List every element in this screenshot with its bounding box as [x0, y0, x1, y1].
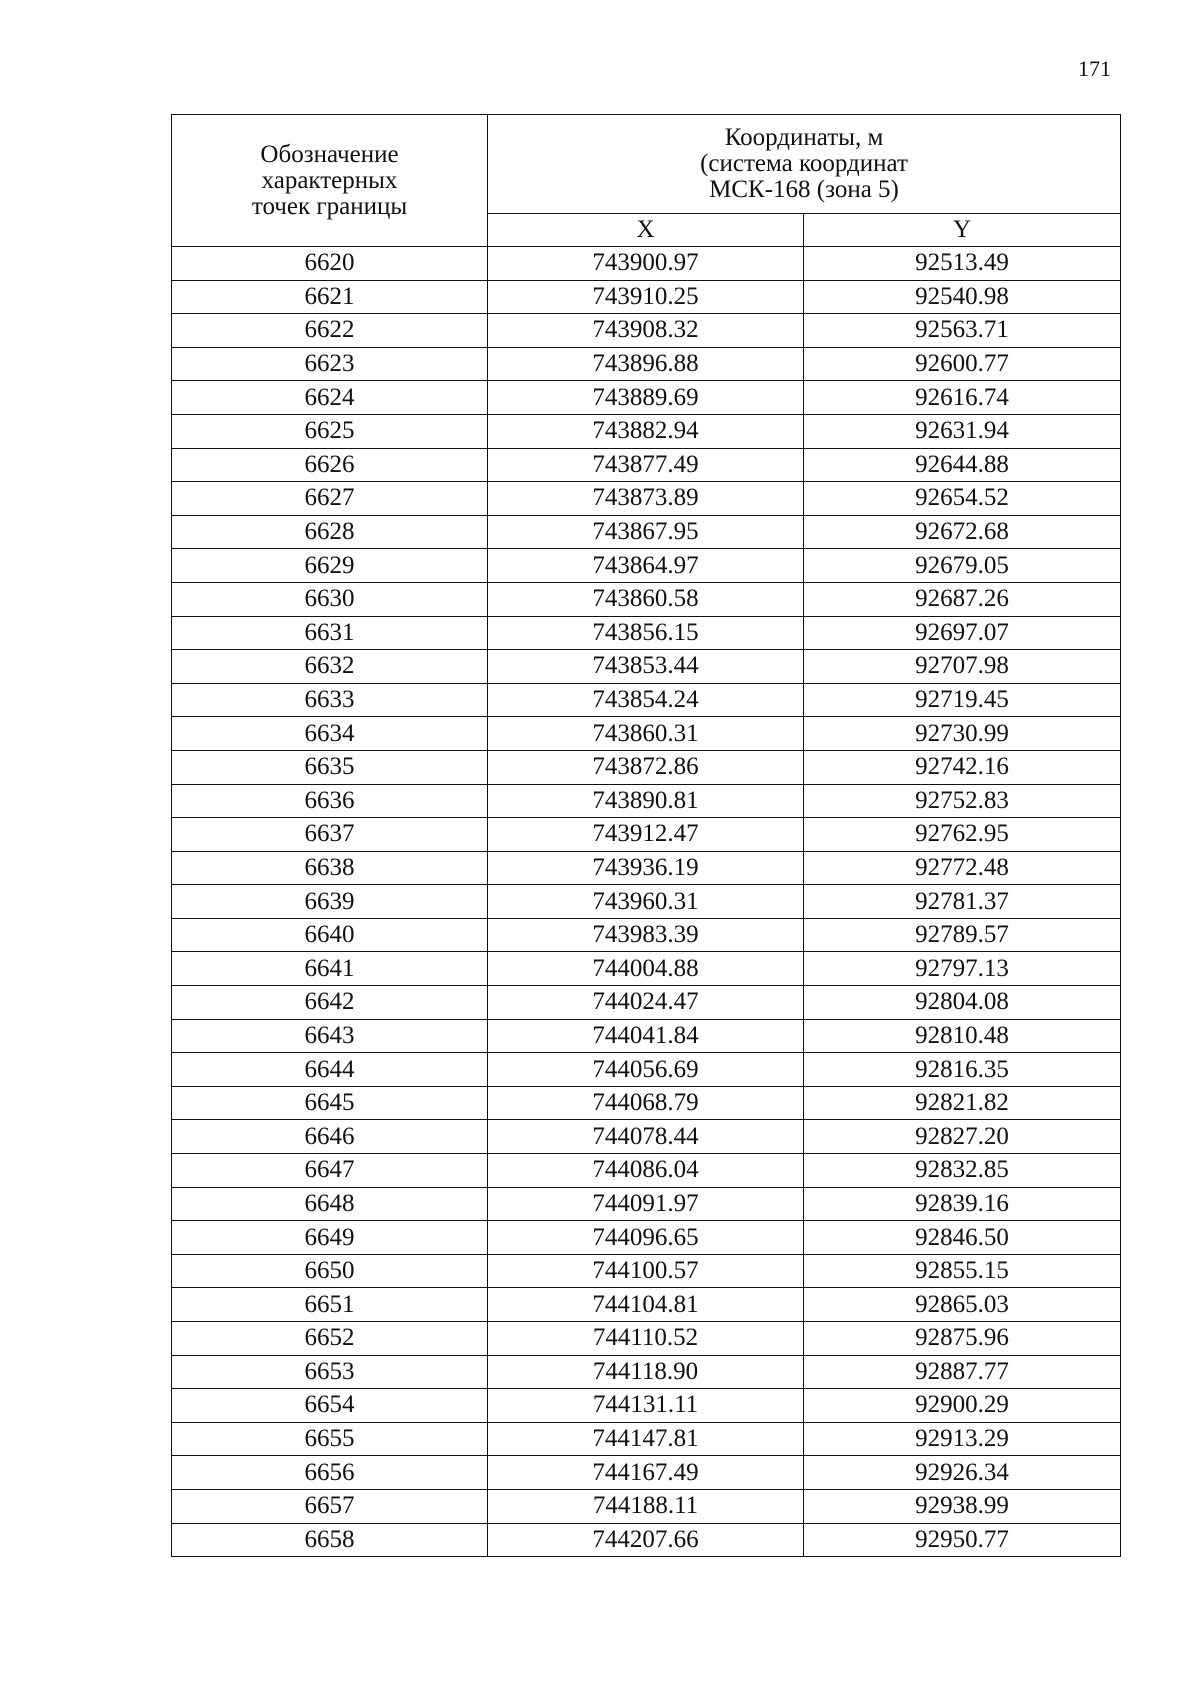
point-cell: 6633 — [172, 683, 488, 717]
point-cell: 6657 — [172, 1489, 488, 1523]
coordinates-header — [488, 115, 1121, 214]
y-cell: 92846.50 — [804, 1221, 1121, 1255]
table-row — [172, 986, 1121, 1020]
table-row — [172, 918, 1121, 952]
point-cell: 6625 — [172, 414, 488, 448]
table-row — [172, 717, 1121, 751]
point-cell: 6652 — [172, 1322, 488, 1356]
point-cell: 6639 — [172, 885, 488, 919]
point-cell: 6658 — [172, 1523, 488, 1557]
y-cell: 92781.37 — [804, 885, 1121, 919]
y-cell: 92855.15 — [804, 1254, 1121, 1288]
table-row — [172, 750, 1121, 784]
table-row — [172, 1154, 1121, 1188]
point-cell: 6654 — [172, 1389, 488, 1423]
y-column-header: Y — [804, 213, 1121, 246]
table-row — [172, 1086, 1121, 1120]
table-row — [172, 1187, 1121, 1221]
y-cell: 92742.16 — [804, 750, 1121, 784]
x-cell: 743864.97 — [488, 549, 804, 583]
x-cell: 744056.69 — [488, 1053, 804, 1087]
x-cell: 744188.11 — [488, 1489, 804, 1523]
x-column-header: X — [488, 213, 804, 246]
table-row — [172, 482, 1121, 516]
table-row — [172, 1355, 1121, 1389]
point-cell: 6634 — [172, 717, 488, 751]
point-cell: 6644 — [172, 1053, 488, 1087]
table-row — [172, 1523, 1121, 1557]
point-cell: 6621 — [172, 280, 488, 314]
point-cell: 6656 — [172, 1456, 488, 1490]
coordinates-header-line: МСК-168 (зона 5) — [709, 175, 899, 203]
y-cell: 92875.96 — [804, 1322, 1121, 1356]
x-cell: 744004.88 — [488, 952, 804, 986]
x-cell: 743860.58 — [488, 582, 804, 616]
x-cell: 743872.86 — [488, 750, 804, 784]
x-cell: 744100.57 — [488, 1254, 804, 1288]
table-row — [172, 515, 1121, 549]
x-cell: 744131.11 — [488, 1389, 804, 1423]
table-row — [172, 582, 1121, 616]
point-cell: 6649 — [172, 1221, 488, 1255]
x-cell: 743867.95 — [488, 515, 804, 549]
x-cell: 743882.94 — [488, 414, 804, 448]
x-cell: 743889.69 — [488, 381, 804, 415]
point-cell: 6640 — [172, 918, 488, 952]
x-cell: 744118.90 — [488, 1355, 804, 1389]
y-cell: 92797.13 — [804, 952, 1121, 986]
y-cell: 92839.16 — [804, 1187, 1121, 1221]
x-cell: 743936.19 — [488, 851, 804, 885]
table-body — [172, 247, 1121, 1557]
table-row — [172, 952, 1121, 986]
x-cell: 743873.89 — [488, 482, 804, 516]
table-row — [172, 347, 1121, 381]
table-row — [172, 1422, 1121, 1456]
point-cell: 6631 — [172, 616, 488, 650]
coordinates-table — [171, 114, 1121, 1557]
table-row — [172, 414, 1121, 448]
table-row — [172, 851, 1121, 885]
y-cell: 92707.98 — [804, 650, 1121, 684]
point-cell: 6626 — [172, 448, 488, 482]
x-cell: 743890.81 — [488, 784, 804, 818]
point-cell: 6643 — [172, 1019, 488, 1053]
table-row — [172, 1019, 1121, 1053]
y-cell: 92697.07 — [804, 616, 1121, 650]
x-cell: 743853.44 — [488, 650, 804, 684]
point-header-line: характерных — [261, 166, 398, 194]
x-cell: 743900.97 — [488, 247, 804, 281]
point-cell: 6647 — [172, 1154, 488, 1188]
x-cell: 744086.04 — [488, 1154, 804, 1188]
table-row — [172, 1322, 1121, 1356]
point-cell: 6648 — [172, 1187, 488, 1221]
y-cell: 92821.82 — [804, 1086, 1121, 1120]
x-cell: 743908.32 — [488, 314, 804, 348]
y-cell: 92772.48 — [804, 851, 1121, 885]
point-cell: 6646 — [172, 1120, 488, 1154]
y-cell: 92672.68 — [804, 515, 1121, 549]
x-cell: 744078.44 — [488, 1120, 804, 1154]
y-cell: 92865.03 — [804, 1288, 1121, 1322]
table-row — [172, 247, 1121, 281]
y-cell: 92900.29 — [804, 1389, 1121, 1423]
point-header-line: точек границы — [251, 192, 408, 220]
y-cell: 92563.71 — [804, 314, 1121, 348]
y-cell: 92804.08 — [804, 986, 1121, 1020]
point-cell: 6624 — [172, 381, 488, 415]
point-cell: 6630 — [172, 582, 488, 616]
point-cell: 6622 — [172, 314, 488, 348]
table-row — [172, 549, 1121, 583]
y-cell: 92789.57 — [804, 918, 1121, 952]
point-cell: 6650 — [172, 1254, 488, 1288]
x-cell: 744104.81 — [488, 1288, 804, 1322]
coordinates-header-line: (система координат — [700, 149, 908, 177]
y-cell: 92687.26 — [804, 582, 1121, 616]
table-row — [172, 448, 1121, 482]
point-cell: 6641 — [172, 952, 488, 986]
point-cell: 6642 — [172, 986, 488, 1020]
y-cell: 92616.74 — [804, 381, 1121, 415]
table-row — [172, 381, 1121, 415]
point-cell: 6635 — [172, 750, 488, 784]
x-cell: 744024.47 — [488, 986, 804, 1020]
point-cell: 6632 — [172, 650, 488, 684]
x-cell: 743896.88 — [488, 347, 804, 381]
y-cell: 92644.88 — [804, 448, 1121, 482]
x-cell: 744096.65 — [488, 1221, 804, 1255]
x-cell: 744147.81 — [488, 1422, 804, 1456]
y-cell: 92913.29 — [804, 1422, 1121, 1456]
x-cell: 743877.49 — [488, 448, 804, 482]
table-row — [172, 650, 1121, 684]
x-cell: 744041.84 — [488, 1019, 804, 1053]
point-cell: 6638 — [172, 851, 488, 885]
point-cell: 6655 — [172, 1422, 488, 1456]
table-row — [172, 1389, 1121, 1423]
table-row — [172, 1254, 1121, 1288]
y-cell: 92513.49 — [804, 247, 1121, 281]
point-cell: 6636 — [172, 784, 488, 818]
y-cell: 92926.34 — [804, 1456, 1121, 1490]
y-cell: 92810.48 — [804, 1019, 1121, 1053]
x-cell: 743983.39 — [488, 918, 804, 952]
point-cell: 6623 — [172, 347, 488, 381]
x-cell: 744068.79 — [488, 1086, 804, 1120]
table-row — [172, 1288, 1121, 1322]
point-cell: 6637 — [172, 818, 488, 852]
y-cell: 92540.98 — [804, 280, 1121, 314]
x-cell: 743912.47 — [488, 818, 804, 852]
point-cell: 6620 — [172, 247, 488, 281]
y-cell: 92654.52 — [804, 482, 1121, 516]
y-cell: 92827.20 — [804, 1120, 1121, 1154]
x-cell: 743860.31 — [488, 717, 804, 751]
x-cell: 744207.66 — [488, 1523, 804, 1557]
y-cell: 92832.85 — [804, 1154, 1121, 1188]
x-cell: 743960.31 — [488, 885, 804, 919]
y-cell: 92679.05 — [804, 549, 1121, 583]
y-cell: 92752.83 — [804, 784, 1121, 818]
y-cell: 92950.77 — [804, 1523, 1121, 1557]
point-header-line: Обозначение — [260, 140, 399, 168]
x-cell: 743856.15 — [488, 616, 804, 650]
table-row — [172, 1221, 1121, 1255]
point-cell: 6651 — [172, 1288, 488, 1322]
table-header — [172, 115, 1121, 247]
table-row — [172, 818, 1121, 852]
table-row — [172, 616, 1121, 650]
y-cell: 92816.35 — [804, 1053, 1121, 1087]
x-cell: 744167.49 — [488, 1456, 804, 1490]
table-row — [172, 683, 1121, 717]
table-row — [172, 1456, 1121, 1490]
y-cell: 92631.94 — [804, 414, 1121, 448]
point-cell: 6627 — [172, 482, 488, 516]
y-cell: 92887.77 — [804, 1355, 1121, 1389]
page-number: 171 — [1078, 56, 1111, 81]
point-designation-header — [172, 115, 488, 247]
x-cell: 744091.97 — [488, 1187, 804, 1221]
table-row — [172, 885, 1121, 919]
x-cell: 744110.52 — [488, 1322, 804, 1356]
point-cell: 6653 — [172, 1355, 488, 1389]
table-row — [172, 280, 1121, 314]
point-cell: 6645 — [172, 1086, 488, 1120]
table-row — [172, 1120, 1121, 1154]
x-cell: 743910.25 — [488, 280, 804, 314]
y-cell: 92938.99 — [804, 1489, 1121, 1523]
x-cell: 743854.24 — [488, 683, 804, 717]
y-cell: 92600.77 — [804, 347, 1121, 381]
coordinates-header-line: Координаты, м — [724, 123, 884, 151]
point-cell: 6628 — [172, 515, 488, 549]
y-cell: 92762.95 — [804, 818, 1121, 852]
table-row — [172, 1053, 1121, 1087]
table-row — [172, 1489, 1121, 1523]
point-cell: 6629 — [172, 549, 488, 583]
table-row — [172, 784, 1121, 818]
y-cell: 92730.99 — [804, 717, 1121, 751]
y-cell: 92719.45 — [804, 683, 1121, 717]
table-row — [172, 314, 1121, 348]
